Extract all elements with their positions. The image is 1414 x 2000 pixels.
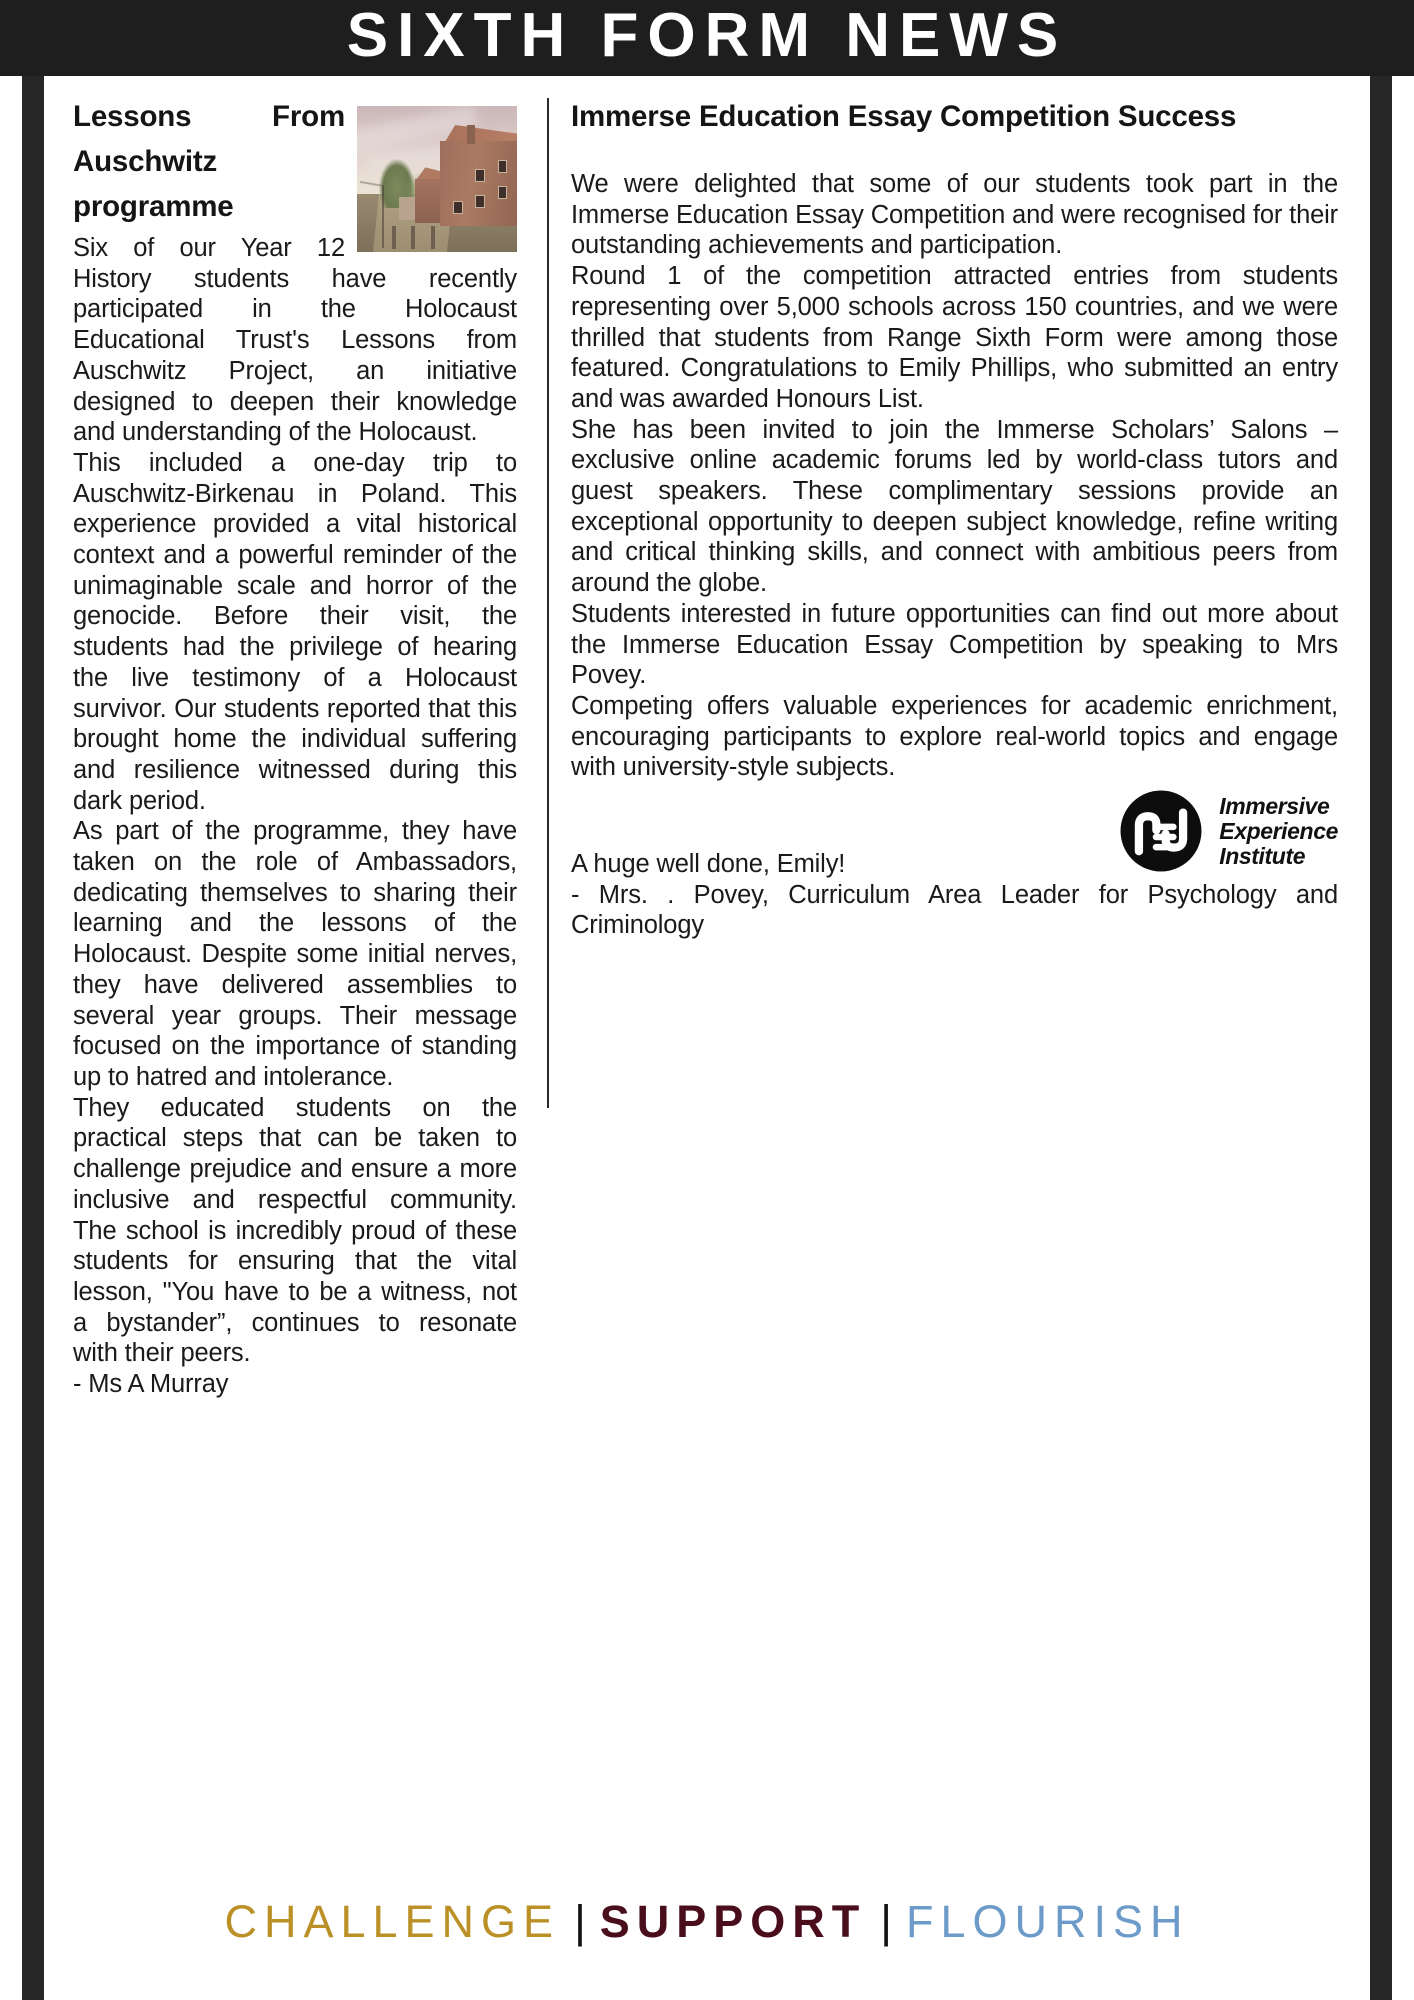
auschwitz-barracks-photo [357, 106, 517, 252]
right-section-heading: Immerse Education Essay Competition Success [571, 100, 1237, 133]
left-paragraph-3: As part of the programme, they have taken on the role of Ambassadors, dedicating themselves to sharing their learning and the lessons of the Holocaust. Despite some initial nerves, they have delivered assemblies to several year groups. Their message focused on the importance of standing up to hatred and intolerance. [73, 817, 517, 1091]
content-area [44, 76, 1370, 2000]
right-paragraph-5: Competing offers valuable experiences for academic enrichment, encouraging participants to explore real-world topics and engage with university-style subjects. [571, 691, 1338, 782]
logo-line-1: Immersive [1219, 792, 1330, 819]
logo-line-2: Experience [1219, 817, 1338, 844]
footer-strapline [44, 1896, 1370, 1948]
left-paragraph-2: This included a one-day trip to Auschwitz-Birkenau in Poland. This experience provided a vital historical context and a powerful reminder of the unimaginable scale and horror of the genocide. Before their visit, the students had the privilege of hearing the live testimony of a Holocaust survivor. Our students reported that this brought home the individual suffering and resilience witnessed during this dark period. [73, 448, 517, 815]
right-frame-border [1370, 60, 1392, 2000]
page-title: SIXTH FORM NEWS [346, 1, 1068, 70]
right-paragraph-2: Round 1 of the competition attracted entries from students representing over 5,000 schools across 150 countries, and we were thrilled that students from Range Sixth Form were among those featured. Congratulations to Emily Phillips, who submitted an entry and was awarded Honours List. [571, 262, 1338, 413]
footer-flourish: FLOURISH [906, 1896, 1190, 1947]
right-byline: - Mrs. . Povey, Curriculum Area Leader for Psychology and Criminology [571, 880, 1338, 940]
left-article [44, 76, 547, 1900]
footer-challenge: CHALLENGE [224, 1896, 561, 1947]
right-paragraph-3: She has been invited to join the Immerse Scholars’ Salons – exclusive online academic forums led by world-class tutors and guest speakers. These complimentary sessions provide an exceptional opportunity to deepen subject knowledge, refine writing and critical thinking skills, and connect with ambitious peers from around the globe. [571, 415, 1338, 598]
footer-support: SUPPORT [599, 1896, 867, 1947]
left-byline: - Ms A Murray [73, 1370, 229, 1399]
right-article [549, 76, 1370, 1900]
left-frame-border [22, 60, 44, 2000]
right-paragraph-1: We were delighted that some of our students took part in the Immerse Education Essay Competition and were recognised for their outstanding achievements and participation. [571, 170, 1338, 260]
right-closing-line: A huge well done, Emily! [571, 850, 846, 879]
left-section-heading: Lessons From Auschwitz programme [73, 100, 345, 223]
footer-separator-1: | [574, 1896, 586, 1947]
immersive-experience-institute-logo [1115, 785, 1338, 877]
left-paragraph-1: Six of our Year 12 History students have recently participated in the Holocaust Educational Trust's Lessons from Auschwitz Project, an initiative designed to deepen their knowledge and understanding of the Holocaust. [73, 234, 517, 447]
iei-circle-icon [1115, 785, 1207, 877]
logo-wordmark [1219, 794, 1338, 869]
footer-separator-2: | [880, 1896, 892, 1947]
two-column-layout [44, 76, 1370, 1900]
logo-line-3: Institute [1219, 842, 1306, 869]
left-paragraph-4: They educated students on the practical steps that can be taken to challenge prejudice and ensure a more inclusive and respectful community. The school is incredibly proud of these students for ensuring that the vital lesson, "You have to be a witness, not a bystander”, continues to resonate with their peers. [73, 1093, 517, 1368]
right-paragraph-4: Students interested in future opportunities can find out more about the Immerse Education Essay Competition by speaking to Mrs Povey. [571, 599, 1338, 690]
